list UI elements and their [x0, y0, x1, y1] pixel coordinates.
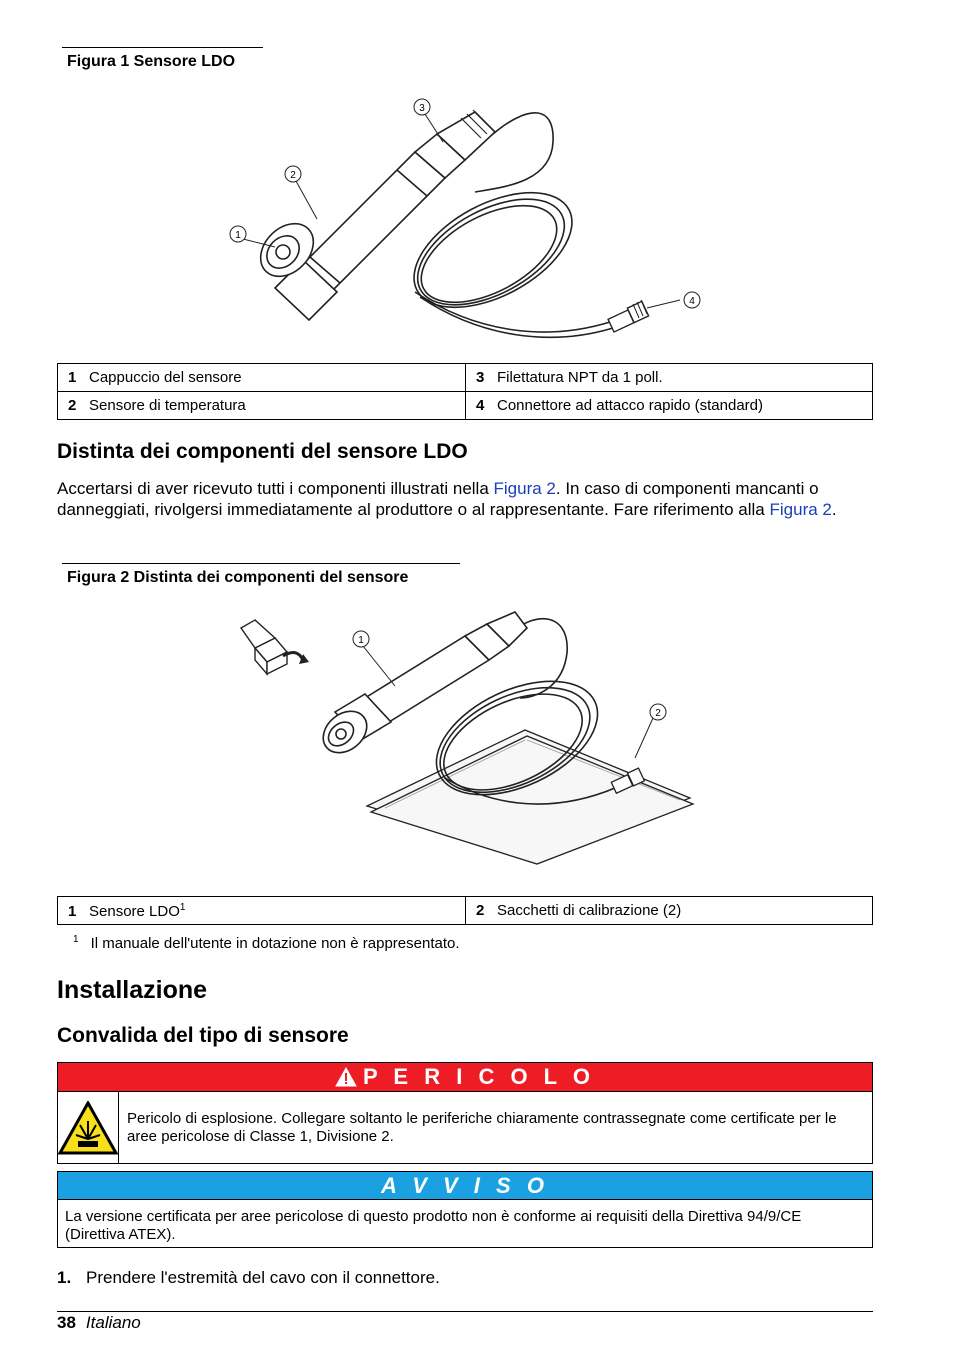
danger-text: Pericolo di esplosione. Collegare soltanto le periferiche chiaramente contrassegnate come certificate per le aree pericolose di Classe 1, Divisione 2.: [127, 1110, 837, 1145]
section-title-convalida: Convalida del tipo di sensore: [57, 1024, 349, 1047]
paragraph-text: . In caso di componenti mancanti o danneggiati, rivolgersi immediatamente al produttore o al rappresentante. Fare riferimento alla: [57, 479, 819, 519]
legend-cell: [466, 392, 873, 420]
notice-box: [57, 1171, 873, 1248]
notice-label: A V V I S O: [381, 1172, 549, 1198]
legend-num: 2: [68, 397, 77, 414]
legend-cell: [466, 897, 873, 925]
legend-text: Sensore LDO: [89, 902, 180, 920]
table-row: [58, 364, 873, 392]
section-title-installazione: Installazione: [57, 976, 208, 1004]
legend-text: Cappuccio del sensore: [89, 369, 242, 386]
figure1-callout-1-label: 1: [235, 230, 241, 241]
figure2-link[interactable]: Figura 2: [493, 479, 556, 498]
page-footer: [57, 1313, 141, 1333]
footer-rule: [57, 1311, 873, 1312]
legend-num: 1: [68, 902, 77, 920]
legend-num: 1: [68, 369, 77, 386]
table-row: [58, 897, 873, 925]
figure2-link[interactable]: Figura 2: [769, 500, 832, 519]
legend-text: Sacchetti di calibrazione (2): [497, 902, 682, 919]
paragraph-text: Accertarsi di aver ricevuto tutti i componenti illustrati nella: [57, 479, 494, 498]
section-title-components: Distinta dei componenti del sensore LDO: [57, 440, 468, 463]
footer-language: Italiano: [85, 1313, 141, 1332]
table-row: [58, 392, 873, 420]
paragraph-text: .: [831, 500, 837, 519]
figure2-callout-2-label: 2: [655, 708, 661, 719]
step-1: [57, 1268, 440, 1288]
figure1-callout-4-label: 4: [689, 296, 695, 307]
danger-box: [57, 1062, 873, 1164]
legend-cell: [58, 897, 466, 925]
notice-header: [58, 1172, 872, 1199]
legend-text: Sensore di temperatura: [89, 397, 246, 414]
figure2-legend: [57, 896, 873, 925]
legend-num: 2: [476, 902, 485, 919]
legend-text: Filettatura NPT da 1 poll.: [497, 369, 663, 386]
figure1-callout-3-label: 3: [419, 103, 425, 114]
figure1-caption: Figura 1 Sensore LDO: [67, 53, 236, 70]
danger-header: [58, 1063, 872, 1091]
notice-text: La versione certificata per aree pericolose di questo prodotto non è conforme ai requisiti della Direttiva 94/9/CE (Direttiva ATEX).: [58, 1199, 872, 1248]
legend-num: 4: [476, 397, 485, 414]
figure1-legend: [57, 363, 873, 420]
legend-text: Connettore ad attacco rapido (standard): [497, 397, 763, 414]
footnote-ref: 1: [179, 901, 186, 913]
step-number: 1.: [57, 1268, 72, 1287]
figure2-illustration: [175, 608, 755, 888]
page-number: 38: [57, 1313, 76, 1332]
legend-cell: [58, 364, 466, 392]
figure1-illustration: [175, 92, 755, 354]
step-text: Prendere l'estremità del cavo con il connettore.: [86, 1268, 440, 1287]
warning-triangle-icon: [335, 1067, 357, 1087]
section-paragraph: [57, 478, 873, 520]
explosion-hazard-icon: [58, 1101, 118, 1155]
figure1-rule: [62, 47, 263, 48]
legend-cell: [466, 364, 873, 392]
figure2-callout-1-label: 1: [358, 635, 364, 646]
footnote: [73, 934, 460, 952]
legend-num: 3: [476, 369, 485, 386]
danger-label: P E R I C O L O: [363, 1064, 595, 1089]
footnote-mark: 1: [73, 934, 79, 945]
figure1-callout-2-label: 2: [290, 170, 296, 181]
legend-cell: [58, 392, 466, 420]
figure2-rule: [62, 563, 460, 564]
footnote-text: Il manuale dell'utente in dotazione non è rappresentato.: [90, 935, 460, 952]
figure2-caption: Figura 2 Distinta dei componenti del sensore: [67, 569, 409, 586]
